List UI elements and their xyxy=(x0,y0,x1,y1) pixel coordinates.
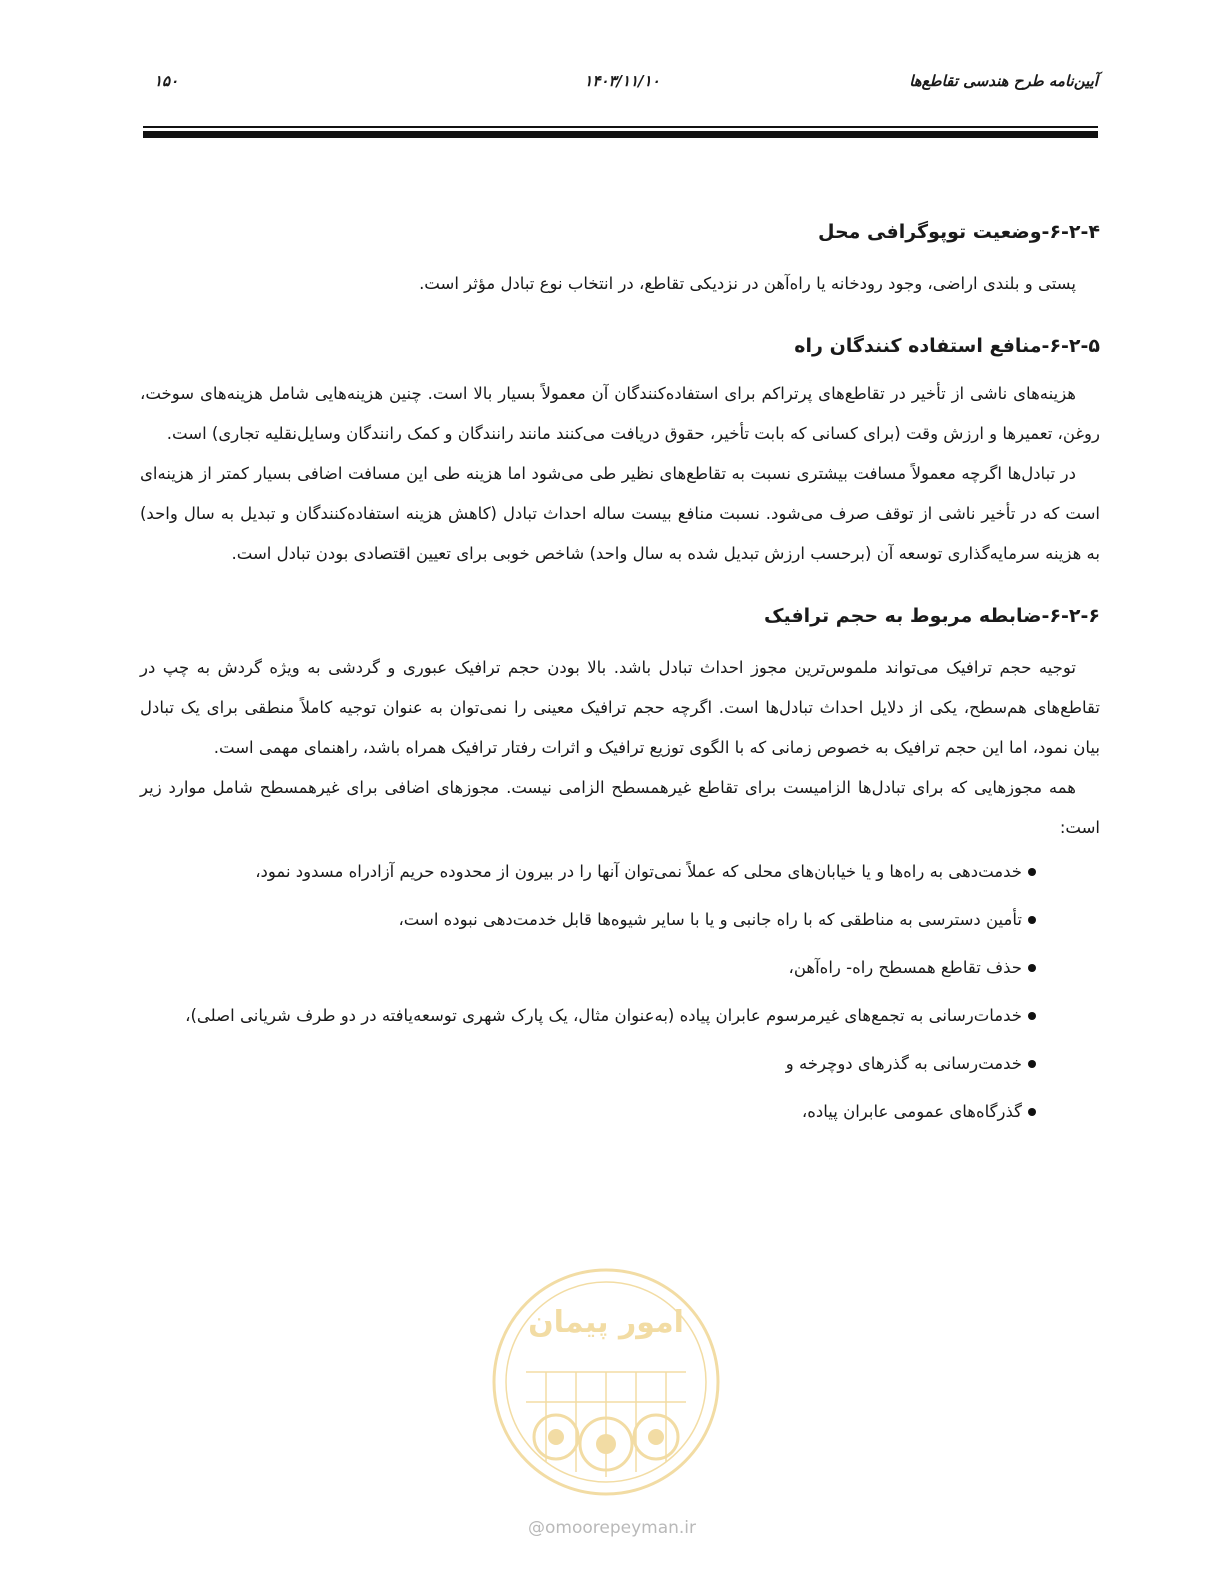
section-heading-road-user-benefits: ۶-۲-۵-منافع استفاده کنندگان راه xyxy=(794,335,1100,357)
bullet-item xyxy=(140,1040,1100,1088)
header-divider xyxy=(143,126,1098,139)
warrant-bullet-list xyxy=(140,848,1100,1136)
bullet-item xyxy=(140,944,1100,992)
topography-paragraph: پستی و بلندی اراضی، وجود رودخانه یا راه‌آهن در نزدیکی تقاطع، در انتخاب نوع تبادل مؤثر است. xyxy=(419,274,1076,293)
document-date: ۱۴۰۳/۱۱/۱۰ xyxy=(584,72,660,90)
bullet-text: خدمات‌رسانی به تجمع‌های غیرمرسوم عابران پیاده (به‌عنوان مثال، یک پارک شهری توسعه‌یافته در دو طرف شریانی اصلی)، xyxy=(185,1006,1022,1025)
bullet-text: خدمت‌دهی به راه‌ها و یا خیابان‌های محلی که عملاً نمی‌توان آنها را در بیرون از محدوده حریم آزادراه مسدود نمود، xyxy=(255,862,1022,881)
traffic-volume-paragraph-2: همه مجوزهایی که برای تبادل‌ها الزامیست برای تقاطع غیرهمسطح الزامی نیست. مجوزهای اضافی برای غیرهمسطح شامل موارد زیر است: xyxy=(140,778,1100,837)
page-header xyxy=(146,72,1098,102)
bullet-dot-icon xyxy=(1028,964,1036,972)
bullet-item xyxy=(140,992,1100,1040)
watermark-site-text: @omoorepeyman.ir xyxy=(527,1518,697,1538)
bullet-dot-icon xyxy=(1028,1012,1036,1020)
bullet-dot-icon xyxy=(1028,1060,1036,1068)
bullet-dot-icon xyxy=(1028,916,1036,924)
road-user-benefits-paragraph-1: هزینه‌های ناشی از تأخیر در تقاطع‌های پرتراکم برای استفاده‌کنندگان آن معمولاً بسیار بالا است. چنین هزینه‌هایی شامل هزینه‌های سوخت، روغن، تعمیرها و ارزش وقت (برای کسانی که بابت تأخیر، حقوق دریافت می‌کنند مانند رانندگان و کمک رانندگان وسایل‌نقلیه تجاری) است. xyxy=(140,384,1100,443)
bullet-dot-icon xyxy=(1028,868,1036,876)
section-heading-traffic-volume: ۶-۲-۶-ضابطه مربوط به حجم ترافیک xyxy=(764,605,1100,627)
header-divider-thin xyxy=(143,126,1098,128)
traffic-volume-paragraph-1: توجیه حجم ترافیک می‌تواند ملموس‌ترین مجوز احداث تبادل باشد. بالا بودن حجم ترافیک عبوری و گردشی به ویژه گردش به چپ در تقاطع‌های هم‌سطح، یکی از دلایل احداث تبادل‌ها است. اگرچه حجم ترافیک معینی را نمی‌توان به عنوان توجیه کاملاً منطقی برای یک تبادل بیان نمود، اما این حجم ترافیک به خصوص زمانی که با الگوی توزیع ترافیک و اثرات رفتار ترافیک همراه باشد، راهنمای مهمی است. xyxy=(140,658,1100,757)
watermark-seal-text: امور پیمان xyxy=(528,1305,684,1340)
bullet-dot-icon xyxy=(1028,1108,1036,1116)
bullet-item xyxy=(140,848,1100,896)
document-title: آیین‌نامه طرح هندسی تقاطع‌ها xyxy=(909,72,1098,90)
bullet-text: حذف تقاطع همسطح راه- راه‌آهن، xyxy=(788,958,1022,977)
bullet-text: تأمین دسترسی به مناطقی که با راه جانبی و یا با سایر شیوه‌ها قابل خدمت‌دهی نبوده است، xyxy=(398,910,1022,929)
road-user-benefits-paragraph-2: در تبادل‌ها اگرچه معمولاً مسافت بیشتری نسبت به تقاطع‌های نظیر طی می‌شود اما هزینه طی این مسافت اضافی بسیار کمتر از هزینه‌ای است که در تأخیر ناشی از توقف صرف می‌شود. نسبت منافع بیست ساله احداث تبادل (کاهش هزینه استفاده‌کنندگان و تبدیل به سال واحد) به هزینه سرمایه‌گذاری توسعه آن (برحسب ارزش تبدیل شده به سال واحد) شاخص خوبی برای تعیین اقتصادی بودن تبادل است. xyxy=(140,464,1100,563)
bullet-item xyxy=(140,896,1100,944)
page-content xyxy=(140,212,1100,1136)
bullet-item xyxy=(140,1088,1100,1136)
section-heading-topography: ۶-۲-۴-وضعیت توپوگرافی محل xyxy=(818,221,1100,243)
header-divider-thick xyxy=(143,131,1098,138)
page-number: ۱۵۰ xyxy=(154,72,179,90)
bullet-text: گذرگاه‌های عمومی عابران پیاده، xyxy=(801,1102,1022,1121)
watermark-seal-icon xyxy=(486,1262,726,1502)
bullet-text: خدمت‌رسانی به گذرهای دوچرخه و xyxy=(785,1054,1022,1073)
